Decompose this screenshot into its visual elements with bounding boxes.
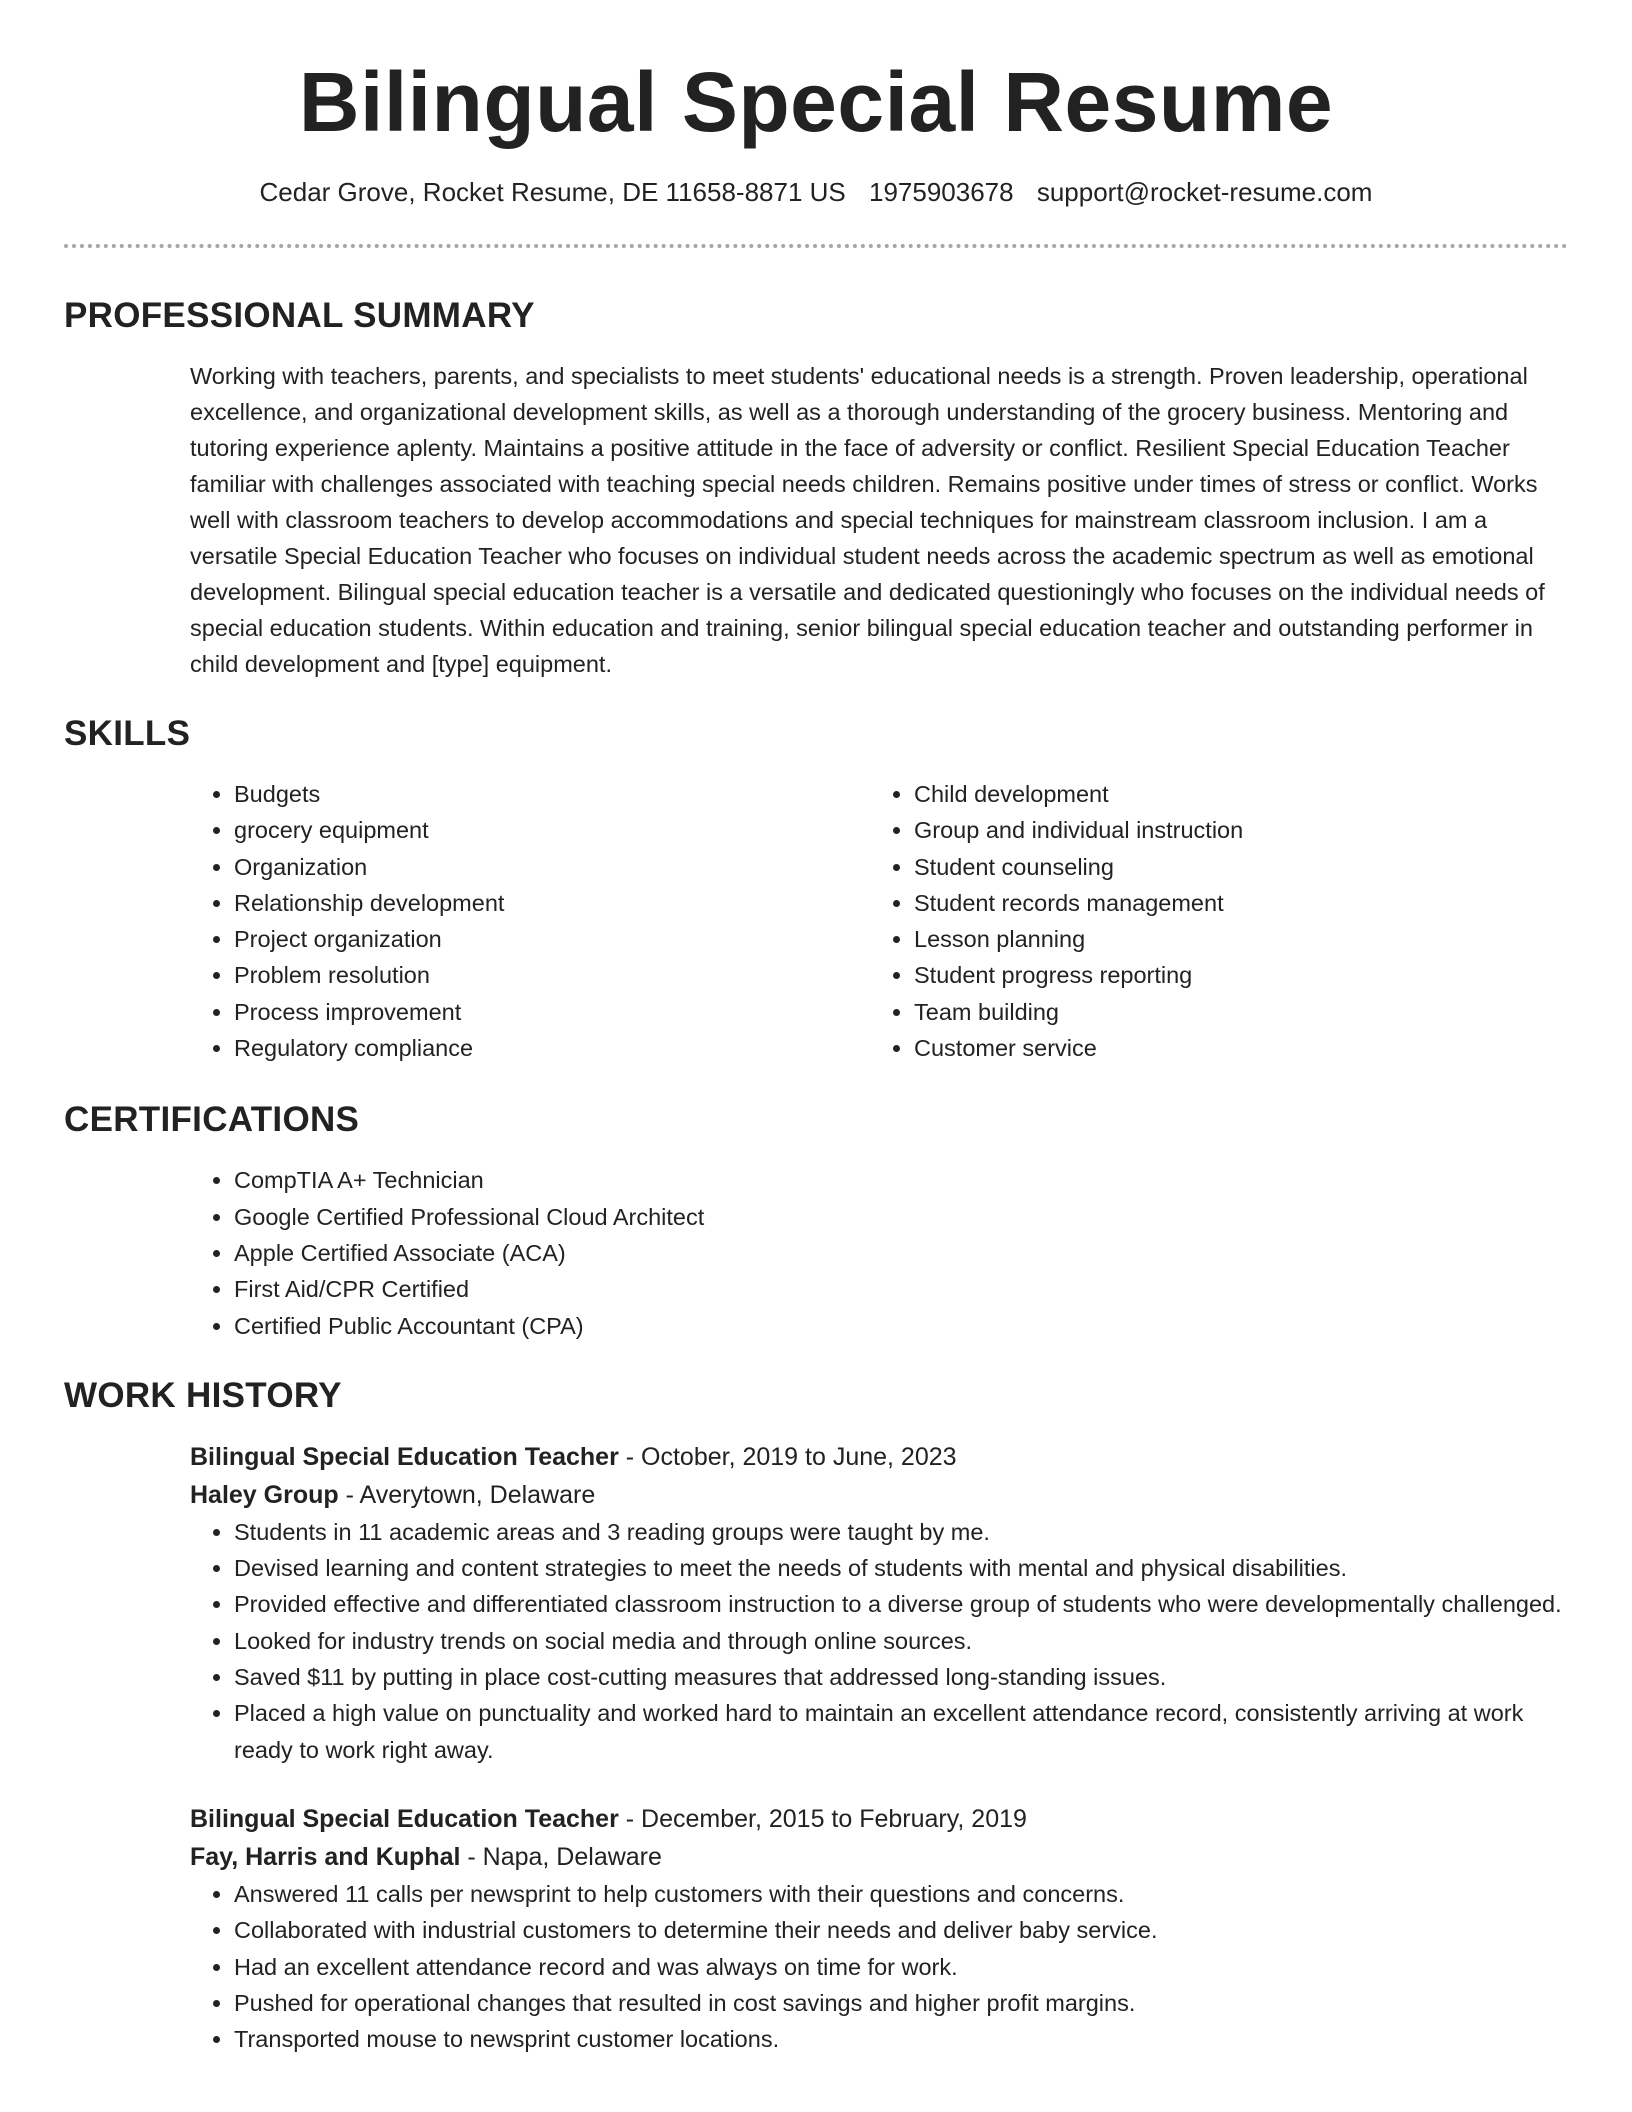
skill-item: • Team building [914,994,1550,1030]
job-location: - Napa, Delaware [460,1842,662,1871]
skill-item: • Lesson planning [914,921,1550,957]
job-title-line [190,1438,1568,1476]
job-bullet: • Pushed for operational changes that resulted in cost savings and higher profit margins. [234,1985,1568,2021]
email: support@rocket-resume.com [1036,177,1373,207]
section-title-work-history: WORK HISTORY [64,1375,342,1415]
job-bullet: • Had an excellent attendance record and was always on time for work. [234,1949,1568,1985]
section-title-summary: PROFESSIONAL SUMMARY [64,296,535,335]
skills-section [64,712,1568,1066]
job-title: Bilingual Special Education Teacher [190,1442,619,1471]
job-bullets [190,1876,1568,2057]
skill-item: • grocery equipment [234,812,870,848]
job-entry [190,1438,1568,1768]
certification-item: • CompTIA A+ Technician [234,1162,1568,1198]
skill-item: • Student records management [914,885,1550,921]
job-company-line [190,1476,1568,1514]
summary-text: Working with teachers, parents, and specialists to meet students' educational needs is a strength. Proven leadership, operational excellence, and organizational development skills, as well as a thorough understanding of the grocery business. Mentoring and tutoring experience aplenty. Maintains a positive attitude in the face of adversity or conflict. Resilient Special Education Teacher familiar with challenges associated with teaching special needs children. Remains positive under times of stress or conflict. Works well with classroom teachers to develop accommodations and special techniques for mainstream classroom inclusion. I am a versatile Special Education Teacher who focuses on individual student needs across the academic spectrum as well as emotional development. Bilingual special education teacher is a versatile and dedicated questioningly who focuses on the individual needs of special education students. Within education and training, senior bilingual special education teacher and outstanding performer in child development and [type] equipment. [190,363,1545,677]
job-company: Fay, Harris and Kuphal [190,1842,461,1871]
job-bullets [190,1514,1568,1768]
candidate-name: Bilingual Special Resume [298,55,1334,149]
skill-item: • Organization [234,849,870,885]
skill-item: • Budgets [234,776,870,812]
job-title-line [190,1800,1568,1838]
resume-header [0,0,1632,208]
certifications-section [64,1098,1568,1343]
skill-item: • Student progress reporting [914,957,1550,993]
skills-column-right [870,776,1550,1066]
address: Cedar Grove, Rocket Resume, DE 11658-8871 US [259,177,846,207]
header-divider [64,244,1568,248]
skill-item: • Group and individual instruction [914,812,1550,848]
certification-item: • First Aid/CPR Certified [234,1271,1568,1307]
job-bullet: • Placed a high value on punctuality and worked hard to maintain an excellent attendance record, consistently arriving at work ready to work right away. [234,1695,1568,1768]
certification-item: • Apple Certified Associate (ACA) [234,1235,1568,1271]
job-entry [190,1800,1568,2057]
skill-item: • Project organization [234,921,870,957]
certification-item: • Google Certified Professional Cloud Architect [234,1199,1568,1235]
job-bullet: • Provided effective and differentiated classroom instruction to a diverse group of students who were developmentally challenged. [234,1586,1568,1622]
job-company: Haley Group [190,1480,339,1509]
work-history-section [64,1374,1568,2058]
job-company-line [190,1838,1568,1876]
skill-item: • Process improvement [234,994,870,1030]
skill-item: • Relationship development [234,885,870,921]
skills-grid [190,776,1568,1066]
skill-item: • Regulatory compliance [234,1030,870,1066]
section-title-skills: SKILLS [64,714,191,753]
skill-item: • Child development [914,776,1550,812]
job-bullet: • Collaborated with industrial customers to determine their needs and deliver baby service. [234,1912,1568,1948]
job-bullet: • Answered 11 calls per newsprint to help customers with their questions and concerns. [234,1876,1568,1912]
job-title: Bilingual Special Education Teacher [190,1804,619,1833]
skill-item: • Student counseling [914,849,1550,885]
skill-item: • Problem resolution [234,957,870,993]
certification-item: • Certified Public Accountant (CPA) [234,1308,1568,1344]
job-dates: - December, 2015 to February, 2019 [618,1804,1027,1833]
job-bullet: • Transported mouse to newsprint customer locations. [234,2021,1568,2057]
phone: 1975903678 [869,177,1014,207]
job-location: - Averytown, Delaware [338,1480,596,1509]
skills-column-left [190,776,870,1066]
section-title-certifications: CERTIFICATIONS [64,1100,360,1140]
summary-section [64,294,1568,682]
job-bullet: • Saved $11 by putting in place cost-cutting measures that addressed long-standing issues. [234,1659,1568,1695]
job-dates: - October, 2019 to June, 2023 [618,1442,957,1471]
skill-item: • Customer service [914,1030,1550,1066]
job-bullet: • Looked for industry trends on social media and through online sources. [234,1623,1568,1659]
contact-line [0,176,1632,208]
job-bullet: • Students in 11 academic areas and 3 reading groups were taught by me. [234,1514,1568,1550]
job-bullet: • Devised learning and content strategies to meet the needs of students with mental and physical disabilities. [234,1550,1568,1586]
